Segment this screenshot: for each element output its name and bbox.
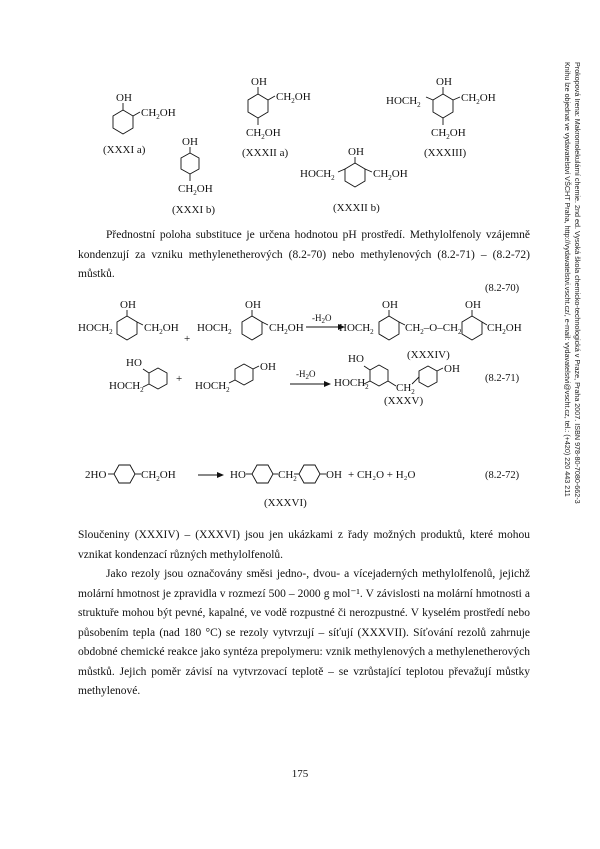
hoch2-group: $HOCH_2$ [339,322,374,336]
paragraph-resoles: Jako rezoly jsou označovány směsi jedno-, dvou- a vícejaderných methylolfenolů, jejichž molární hmotnost je zpravidla v rozmezí 500 – 2000 g mol⁻¹. V závislosti na molární hmotnosti a struktuře mohou být pevné, kapalné, ve vodě rozpustné či nerozpustné. V kyselém prostředí nebo působením tepla (nad 180 °C) se rezoly vytvrzují – síťují (XXXVII). Síťování rezolů zahrnuje obdobné chemické reakce jako syntéza prepolymeru: vznik methylenových a methylenetherových můstků. Jejich poměr závisí na vytvrzovací teplotě – se vzrůstající teplotou převažují můstky methylenové. [78,568,530,697]
hoch2-group: $HOCH_2$ [109,380,144,394]
oh-group: OH [326,469,342,481]
oh-group: OH [251,76,267,88]
ch2oh-group: $CH_2OH$ [276,91,311,105]
label-xxxi-b: (XXXI b) [172,204,216,216]
hoch2-group: $HOCH_2$ [300,168,335,182]
plus-sign: + [184,333,191,345]
ho-group: HO [230,469,246,481]
equation-8-2-70 [78,283,522,361]
oh-group: OH [444,363,460,375]
oh-group: OH [465,299,481,311]
label-xxxiv: (XXXIV) [407,349,450,361]
hoch2-group: $HOCH_2$ [78,322,113,336]
order-info-line: Knihu lze objednat ve vydavatelství VŠCHT Praha, http://vydavatelstvi.vscht.cz/, e-mail: vydavatelstvi@vscht.cz, tel.: (+420) 220 443 211 [563,62,572,497]
structure-xxxi-a [103,92,176,156]
ch2oh-group: $CH_2OH$ [144,322,179,336]
label-xxxii-a: (XXXII a) [242,147,289,159]
ho-group: HO [348,353,364,365]
minus-water-label: $-H_2O$ [312,313,332,325]
oh-group: OH [260,361,276,373]
label-xxxii-b: (XXXII b) [333,202,380,214]
label-xxxv: (XXXV) [384,395,424,407]
ch2-o-ch2-linker: $CH_2-O-CH_2$ [405,322,462,336]
hoch2-group: $HOCH_2$ [334,377,369,391]
ch2oh-group: $CH_2OH$ [246,127,281,141]
hoch2-group: $HOCH_2$ [386,95,421,109]
hoch2-group: $HOCH_2$ [197,322,232,336]
citation-sidebar [556,62,596,742]
page-number: 175 [291,768,309,780]
structure-xxxi-b [172,136,215,216]
ho-group: HO [126,357,142,369]
oh-group: OH [348,146,364,158]
oh-group: OH [182,136,198,148]
label-xxxiii: (XXXIII) [424,147,467,159]
2ho-group: 2HO [85,469,107,481]
structure-xxxii-b [300,146,408,214]
structure-xxxii-a [242,76,311,159]
plus-sign: + [176,373,183,385]
ch2oh-group: $CH_2OH$ [431,127,466,141]
label-xxxvi: (XXXVI) [264,497,307,509]
equation-8-2-72 [85,465,520,509]
hoch2-group: $HOCH_2$ [195,380,230,394]
paragraph-compounds: Sloučeniny (XXXIV) – (XXXVI) jsou jen ukázkami z řady možných produktů, které mohou vznikat kondenzací různých methylolfenolů. [78,529,530,561]
equation-number: (8.2-72) [485,470,520,481]
equation-8-2-71 [109,353,520,407]
minus-water-label: $-H_2O$ [296,369,316,381]
ch2-bridge: $CH_2$ [278,469,297,483]
ch2-bridge: $CH_2$ [396,382,415,396]
equation-number: (8.2-70) [485,283,520,294]
ch2oh-group: $CH_2OH$ [178,183,213,197]
ch2oh-group: $CH_2OH$ [373,168,408,182]
citation-line: Prokopová Irena: Makromolekulární chemie. 2nd ed. Vysoká škola chemicko-technologická v Praze, Praha 2007. ISBN 978-80-7080-662-3 [573,62,582,504]
ch2oh-group: $CH_2OH$ [141,107,176,121]
structure-xxxiii [386,76,496,159]
oh-group: OH [116,92,132,104]
byproducts: + CH₂O + H₂O [348,469,416,481]
oh-group: OH [382,299,398,311]
ch2oh-group: $CH_2OH$ [461,92,496,106]
label-xxxi-a: (XXXI a) [103,144,146,156]
ch2oh-group: $CH_2OH$ [487,322,522,336]
ch2oh-group: $CH_2OH$ [141,469,176,483]
oh-group: OH [245,299,261,311]
ch2oh-group: $CH_2OH$ [269,322,304,336]
oh-group: OH [120,299,136,311]
oh-group: OH [436,76,452,88]
paragraph-substitution: Přednostní poloha substituce je určena hodnotou pH prostředí. Methylolfenoly vzájemně kondenzují za vzniku methylenetherových (8.2-70) nebo methylenových (8.2-71) – (8.2-72) můstků. [78,229,530,280]
equation-number: (8.2-71) [485,373,520,384]
